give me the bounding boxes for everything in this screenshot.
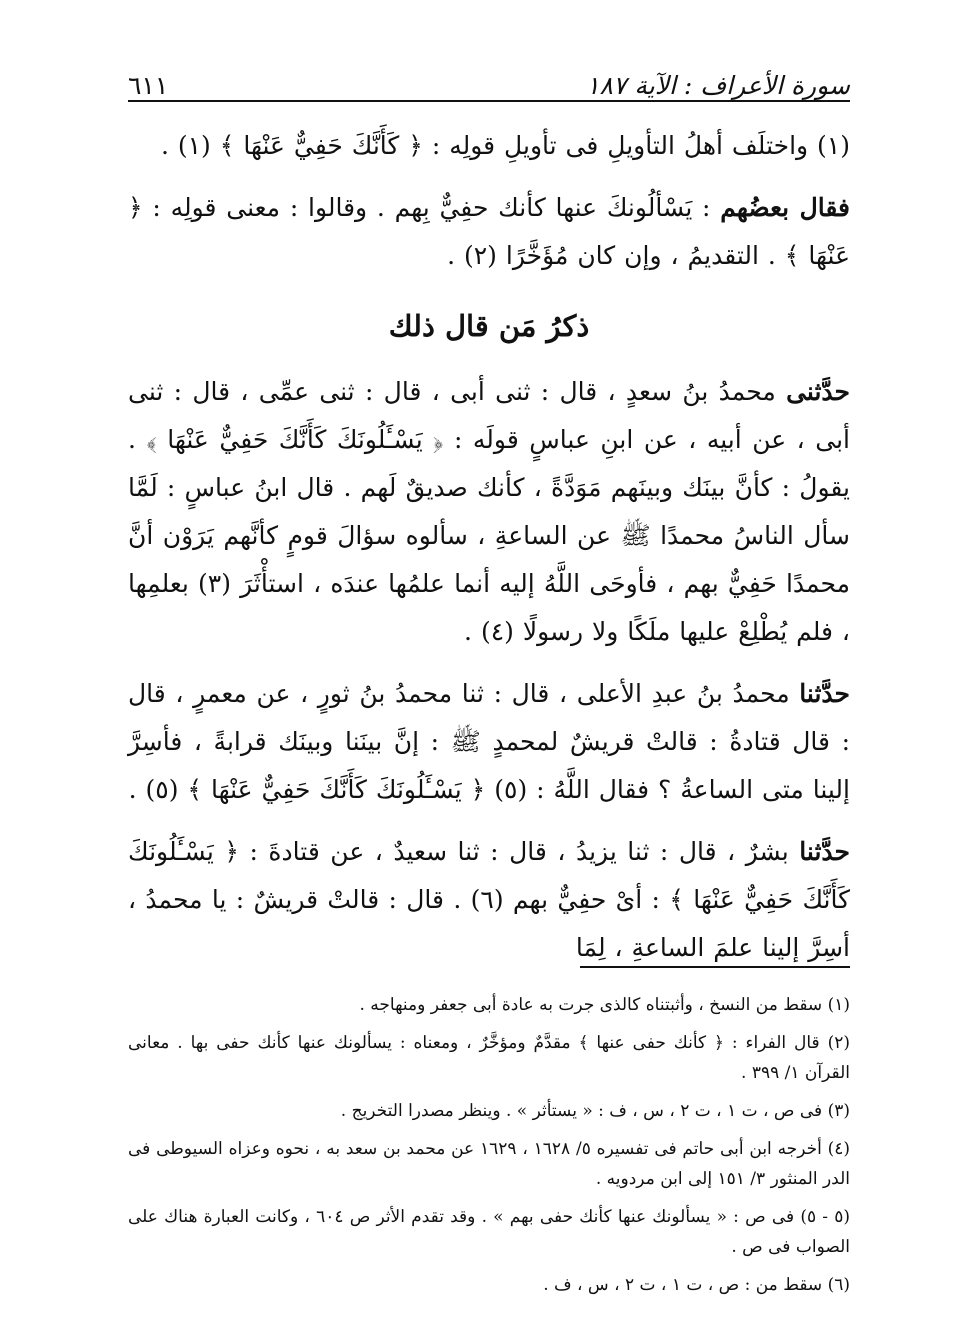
paragraph-lead: فقال بعضُهم	[720, 193, 850, 222]
main-text	[128, 122, 850, 986]
running-header	[128, 50, 850, 100]
footnote: (٥ - ٥) فى ص : « يسألونك عنها كأنك حفى بهم » . وقد تقدم الأثر ص ٦٠٤ ، وكانت العبارة هناك على الصواب فى ص .	[128, 1207, 851, 1257]
opinion-paragraph	[128, 184, 850, 280]
footnote: (٤) أخرجه ابن أبى حاتم فى تفسيره ٥/ ١٦٢٨ ، ١٦٢٩ عن محمد بن سعد به ، نحوه وعزاه السيوطى فى الدر المنثور ٣/ ١٥١ إلى ابن مردويه .	[128, 1139, 851, 1189]
narration-paragraph	[128, 828, 850, 972]
section-heading: ذكرُ مَن قال ذلك	[388, 309, 590, 343]
footnote-rule	[580, 966, 850, 968]
page-number: ٦١١	[128, 71, 169, 100]
narration-text: بشرٌ ، قال : ثنا يزيدُ ، قال : ثنا سعيدٌ ، عن قتادةَ : ﴿ يَسْـَٔلُونَكَ كَأَنَّكَ حَفِيٌّ عَنْهَا ﴾ : أىْ حفِيٌّ بهم (٦) . قال : قالتْ قريشٌ : يا محمدُ ، أسِرَّ إلينا علمَ الساعةِ ، لِمَا	[128, 837, 850, 962]
intro-paragraph	[128, 122, 850, 170]
footnotes	[128, 990, 850, 1308]
narration-paragraph	[128, 670, 850, 814]
narration-lead: حدَّثنا	[799, 837, 850, 866]
footnote: (٦) سقط من : ص ، ت ١ ، ت ٢ ، س ، ف .	[543, 1275, 850, 1295]
footnote: (٢) قال الفراء : ﴿ كأنك حفى عنها ﴾ مقدَّمٌ ومؤخَّرٌ ، ومعناه : يسألونك عنها كأنك حفى بها . معانى القرآن ١/ ٣٩٩ .	[128, 1033, 850, 1083]
narration-text: محمدُ بنُ سعدٍ ، قال : ثنى أبى ، قال : ثنى عمِّى ، قال : ثنى أبى ، عن أبيه ، عن ابنِ عباسٍ قولَه : ﴿ يَسْـَٔلُونَكَ كَأَنَّكَ حَفِيٌّ عَنْهَا ﴾ . يقولُ : كأنَّ بينَك وبينَهم مَوَدَّةً ، كأنك صديقٌ لَهم . قال ابنُ عباسٍ : لَمَّا سأل الناسُ محمدًا ﷺ عن الساعةِ ، سألوه سؤالَ قومٍ كأنَّهم يَرَوْن أنَّ محمدًا حَفِيٌّ بهم ، فأوحَى اللَّهُ إليه أنما علمُها عندَه ، استأْثَرَ (٣) بعلمِها ، فلم يُطْلِعْ عليها ملَكًا ولا رسولًا (٤) .	[128, 377, 850, 646]
footnote: (١) سقط من النسخ ، وأثبتناه كالذى جرت به عادة أبى جعفر ومنهاجه .	[359, 995, 850, 1015]
narration-paragraph	[128, 368, 850, 656]
narration-text: محمدُ بنُ عبدِ الأعلى ، قال : ثنا محمدُ بنُ ثورٍ ، عن معمرٍ ، قال : قال قتادةُ : قالتْ قريشٌ لمحمدٍ ﷺ : إنَّ بينَنا وبينَك قرابةً ، فأسِرَّ إلينا متى الساعةُ ؟ فقال اللَّهُ : (٥) ﴿ يَسْـَٔلُونَكَ كَأَنَّكَ حَفِيٌّ عَنْهَا ﴾ (٥) .	[128, 679, 850, 804]
footnote: (٣) فى ص ، ت ١ ، ت ٢ ، س ، ف : « يستأثر » . وينظر مصدرا التخريج .	[340, 1101, 850, 1121]
paragraph-text: (١) واختلَف أهلُ التأويلِ فى تأويلِ قولِه : ﴿ كَأَنَّكَ حَفِيٌّ عَنْهَا ﴾ (١) .	[160, 131, 850, 160]
header-title: سورة الأعراف : الآية ١٨٧	[586, 71, 850, 100]
paragraph-text: : يَسْألُونكَ عنها كأنك حفِيٌّ بِهم . وقالوا : معنى قولِه : ﴿ عَنْهَا ﴾ . التقديمُ ، وإن كان مُؤَخَّرًا (٢) .	[128, 193, 850, 270]
narration-lead: حدَّثنى	[786, 377, 850, 406]
narration-lead: حدَّثنا	[799, 679, 850, 708]
header-rule	[128, 100, 850, 102]
